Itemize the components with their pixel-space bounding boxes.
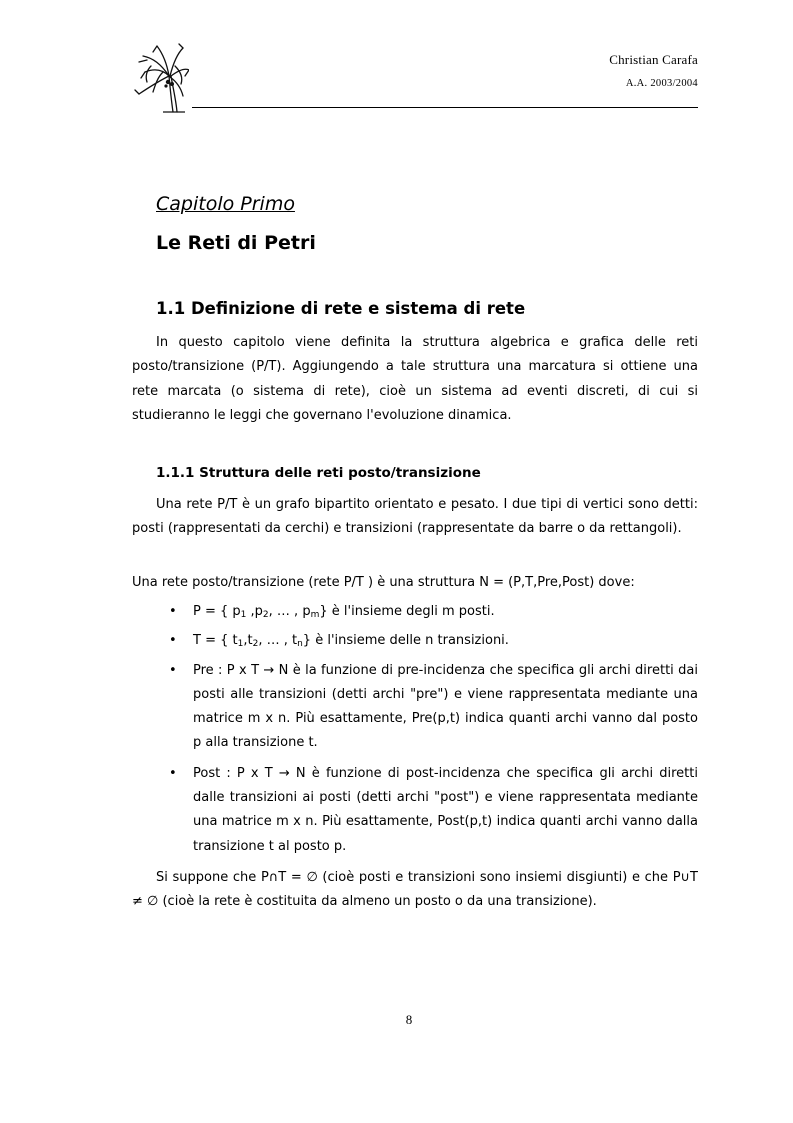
section-title: 1.1 Definizione di rete e sistema di rete — [156, 299, 526, 318]
header-divider — [192, 107, 698, 108]
subsection-paragraph-2: Una rete posto/transizione (rete P/T ) è una struttura N = (P,T,Pre,Post) dove: — [132, 575, 635, 590]
header-author: Christian Carafa — [609, 52, 698, 67]
palm-tree-logo — [133, 42, 189, 114]
bullet-icon: • — [169, 604, 177, 619]
chapter-title: Le Reti di Petri — [156, 232, 316, 254]
subsection-paragraph-1: Una rete P/T è un grafo bipartito orientato e pesato. I due tipi di vertici sono detti: posti (rappresentati da cerchi) e transizioni (rappresentate da barre o da rettangoli). — [132, 497, 698, 537]
bullet-icon: • — [169, 662, 177, 678]
subsection-title: 1.1.1 Struttura delle reti posto/transizione — [156, 465, 481, 481]
list-item-places: • P = { $p_1$ $,p_2$, … , $p_m$} è l'insieme degli m posti. — [132, 600, 698, 624]
chapter-label: Capitolo Primo — [156, 193, 295, 215]
list-item-pre-incidence: • Pre : P x T → N è la funzione di pre-incidenza che specifica gli archi diretti dai posti alle transizioni (detti archi "pre") e viene rappresentata mediante una matrice m x n. Più esattamente, Pre(p,t) indica quanti archi vanno dal posto p alla transizione t. — [132, 659, 698, 756]
list-item-transitions: • T = { $t_1,t_2$, … , $t_n$} è l'insieme delle n transizioni. — [132, 629, 698, 653]
bullet-icon: • — [169, 633, 177, 649]
bullet-icon: • — [169, 765, 177, 781]
page-number: 8 — [405, 1012, 413, 1027]
definition-list — [132, 600, 698, 859]
header-academic-year: A.A. 2003/2004 — [625, 78, 698, 89]
closing-paragraph: Si suppone che P∩T = ∅ (cioè posti e transizioni sono insiemi disgiunti) e che P∪T ≠ ∅ (cioè la rete è costituita da almeno un posto o da una transizione). — [132, 870, 698, 910]
list-item-post-incidence: • Post : P x T → N è funzione di post-incidenza che specifica gli archi diretti dalle transizioni ai posti (detti archi "post") e viene rappresentata mediante una matrice m x n. Più esattamente, Post(p,t) indica quanti archi vanno dalla transizione t al posto p. — [132, 762, 698, 859]
section-intro-paragraph: In questo capitolo viene definita la struttura algebrica e grafica delle reti posto/transizione (P/T). Aggiungendo a tale struttura una marcatura si ottiene una rete marcata (o sistema di rete), cioè un sistema ad eventi discreti, di cui si studieranno le leggi che governano l'evoluzione dinamica. — [132, 335, 698, 423]
